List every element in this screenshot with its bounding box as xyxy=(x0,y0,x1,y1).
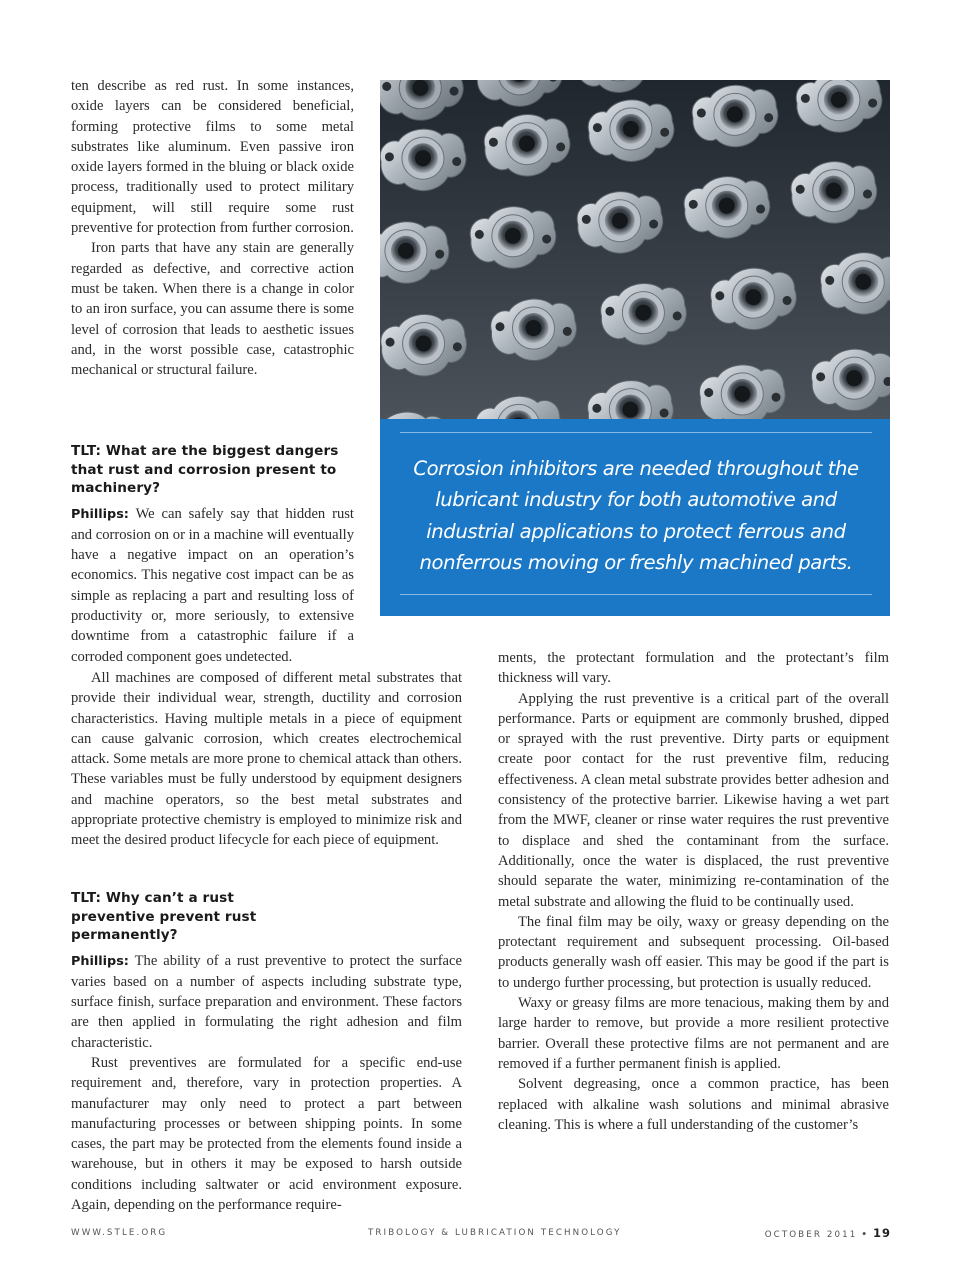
article-column-left-wide xyxy=(71,668,462,851)
body-paragraph: Applying the rust preventive is a critical part of the overall performance. Parts or equipment are commonly brushed, dipped or sprayed with the rust preventive. Dirty parts or equipment create poor contact for the rust preventive film, reducing effectiveness. A clean metal substrate provides better adhesion and consistency of the protective barrier. Likewise having a wet part from the MWF, cleaner or rinse water requires the rust preventive to displace and shed the contaminant from the surface. Additionally, once the water is displaced, the rust preventive should separate the water, minimizing re-contamination of the metal substrate and allowing the fluid to be continually used. xyxy=(498,690,889,910)
article-column-right xyxy=(498,648,889,1135)
footer-month: OCTOBER 2011 xyxy=(764,1230,858,1240)
pull-quote-text: Corrosion inhibitors are needed throughout the lubricant industry for both automotive and industrial applications to protect ferrous and nonferrous moving or freshly machined parts. xyxy=(413,457,859,574)
pull-quote-top-rule xyxy=(400,432,872,433)
pull-quote-bottom-rule xyxy=(400,594,872,595)
article-column-left-top xyxy=(71,76,354,380)
footer-publication: TRIBOLOGY & LUBRICATION TECHNOLOGY xyxy=(368,1228,622,1238)
body-paragraph: Solvent degreasing, once a common practice, has been replaced with alkaline wash solutions and minimal abrasive cleaning. This is where a full understanding of the customer’s xyxy=(498,1076,889,1133)
footer-website: WWW.STLE.ORG xyxy=(71,1228,168,1238)
interview-question: TLT: Why can’t a rust preventive prevent rust permanently? xyxy=(71,890,257,943)
body-paragraph: ments, the protectant formulation and the protectant’s film thickness will vary. xyxy=(498,650,889,687)
body-paragraph: Rust preventives are formulated for a specific end-use requirement and, therefore, vary in protection properties. A manufacturer may only need to protect a part between manufacturing processes or between shipping points. In some cases, the part may be protected from the elements found inside a warehouse, but in others it may be exposed to harsh outside conditions including saltwater or acid environment exposure. Again, depending on the performance require- xyxy=(71,1054,462,1214)
footer-separator: • xyxy=(861,1230,869,1240)
interview-question-block xyxy=(71,442,354,667)
answer-text: We can safely say that hidden rust and corrosion on or in a machine will eventually have a negative impact on an operation’s economics. This negative cost impact can be as simple as replacing a part and resulting loss of productivity or, more seriously, to extensive downtime from a catastrophic failure if a corroded component goes undetected. xyxy=(71,505,354,665)
body-paragraph: All machines are composed of different metal substrates that provide their individual wear, strength, ductility and corrosion characteristics. Having multiple metals in a piece of equipment can cause galvanic corrosion, which creates electrochemical attack. Some metals are more prone to chemical attack than others. These variables must be fully understood by equipment designers and machine operators, so the best metal substrates and appropriate protective chemistry is employed to minimize risk and meet the desired product lifecycle for each piece of equipment. xyxy=(71,670,462,849)
body-paragraph: Waxy or greasy films are more tenacious, making them by and large harder to remove, but provide a more resilient protective barrier. Overall these protective films are not permanent and are removed if a further permanent finish is applied. xyxy=(498,995,889,1072)
interview-question: TLT: What are the biggest dangers that rust and corrosion present to machinery? xyxy=(71,443,339,496)
speaker-label: Phillips: xyxy=(71,953,129,969)
answer-text: The ability of a rust preventive to protect the surface varies based on a number of aspects including substrate type, surface finish, surface preparation and environment. These factors are then applied in formulating the right adhesion and film characteristic. xyxy=(71,952,462,1051)
body-paragraph: ten describe as red rust. In some instances, oxide layers can be considered beneficial, forming protective films to some metal substrates like aluminum. Even passive iron oxide layers formed in the bluing or black oxide process, traditionally used to protect military equipment, will still require some rust preventive for protection from further corrosion. xyxy=(71,78,354,237)
interview-answer xyxy=(71,951,462,1053)
body-paragraph: Iron parts that have any stain are generally regarded as defective, and corrective action must be taken. When there is a change in color to an iron surface, you can assume there is some level of corrosion that leads to aesthetic issues and, in the worst possible case, catastrophic mechanical or structural failure. xyxy=(71,240,354,379)
footer-date-page xyxy=(765,1226,891,1240)
body-paragraph: The final film may be oily, waxy or greasy depending on the protectant requirement and subsequent processing. Oil-based products generally wash off easier. This may be good if the part is to undergo further processing, but protection is usually reduced. xyxy=(498,913,889,991)
metal-parts-photo xyxy=(380,80,890,419)
page-footer xyxy=(71,1226,891,1242)
interview-answer xyxy=(71,504,354,667)
pull-quote-box xyxy=(380,419,890,616)
interview-question-block xyxy=(71,889,462,1215)
speaker-label: Phillips: xyxy=(71,506,129,522)
page-number: 19 xyxy=(872,1226,891,1240)
